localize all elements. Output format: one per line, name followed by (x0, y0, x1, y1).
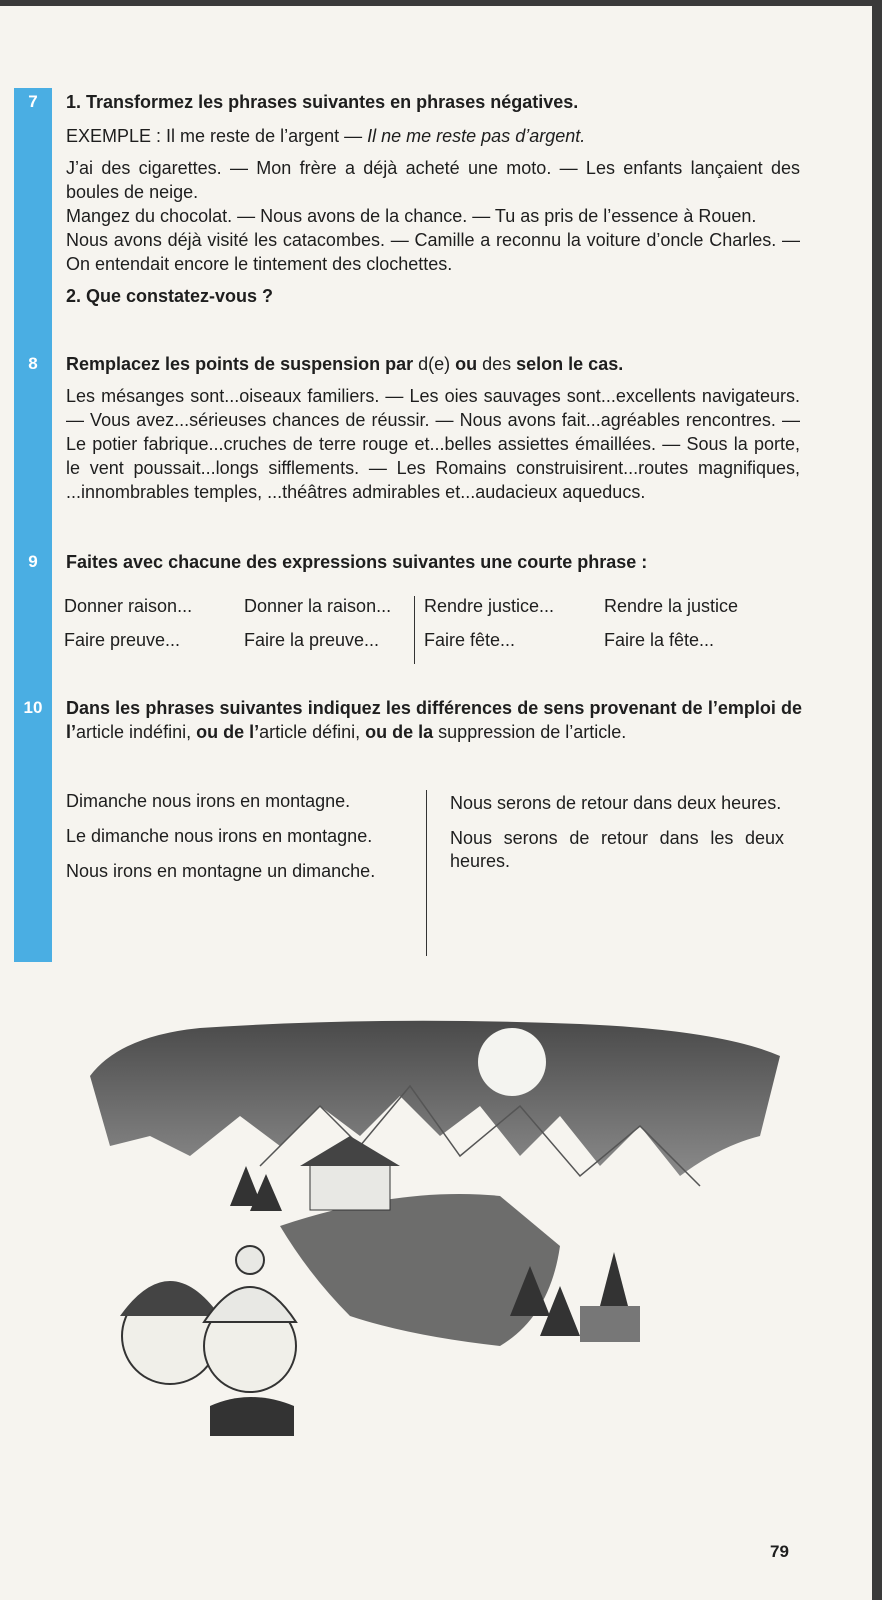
title-part: article indéfini, (76, 722, 192, 742)
sentence: Nous irons en montagne un dimanche. (66, 861, 376, 881)
title-part: suppression de l’article. (438, 722, 627, 742)
title-part: ou de l’ (191, 722, 260, 742)
exercise-10-title (66, 696, 802, 744)
winter-mountain-illustration (80, 1016, 820, 1466)
expression-cell: Faire fête... (424, 630, 516, 650)
expression-cell: Rendre la justice (604, 596, 739, 616)
exercise-7-number: 7 (28, 92, 38, 111)
chalet (310, 1164, 390, 1210)
exercise-10-left-column (66, 790, 398, 895)
sentence: Dimanche nous irons en montagne. (66, 791, 351, 811)
church-spire (600, 1252, 628, 1306)
hill-shadow (280, 1194, 560, 1346)
village-houses (580, 1306, 640, 1342)
boy-sweater (210, 1397, 294, 1436)
title-part: d(e) (418, 354, 451, 374)
column-divider (414, 596, 415, 664)
exercise-10-number: 10 (23, 698, 43, 717)
textbook-page (0, 6, 872, 1600)
page-number: 79 (770, 1542, 789, 1561)
exercise-8-title (66, 352, 800, 376)
title-part: ou (450, 354, 483, 374)
column-divider (426, 790, 427, 956)
expression-cell: Donner la raison... (244, 596, 392, 616)
sentence: Nous serons de retour dans les deux heures. (450, 828, 784, 871)
exercise-8 (66, 352, 800, 504)
chalet-roof (300, 1136, 400, 1166)
exercise-7-example (66, 124, 800, 148)
title-part: Dans les phrases suivantes indiquez les différences de sens provenant de l’emploi de l’ (66, 698, 802, 742)
exercise-7-question-2: 2. Que constatez-vous ? (66, 286, 274, 306)
exercise-10-right-column (450, 792, 784, 885)
expression-cell: Rendre justice... (424, 596, 555, 616)
exercise-9-expressions (64, 596, 804, 664)
sentence: Le dimanche nous irons en montagne. (66, 826, 373, 846)
example-answer: Il ne me reste pas d’argent. (367, 126, 586, 146)
night-sky (90, 1021, 780, 1176)
title-part: ou de la (360, 722, 439, 742)
exercise-7-sentences-2: Mangez du chocolat. — Nous avons de la chance. — Tu as pris de l’essence à Rouen. (66, 206, 757, 226)
expression-cell: Faire preuve... (64, 630, 181, 650)
sentence: Nous serons de retour dans deux heures. (450, 793, 782, 813)
title-part: des (482, 354, 512, 374)
question-title: Transformez les phrases suivantes en phrases négatives. (86, 92, 579, 112)
title-part: Remplacez les points de suspension par (66, 354, 419, 374)
exercise-margin-bar (14, 88, 52, 962)
exercise-8-text: Les mésanges sont...oiseaux familiers. — Les oies sauvages sont...excellents navigateurs. — Vous avez...sérieuses chances de réussir. — Nous avons fait...agréables rencontres. — Le potier fabrique...cruches de terre rouge et...belles assiettes émaillées. — Sous la porte, le vent poussait...longs sifflements. — Les Romains construisirent...routes magnifiques, ...innombrables temples, ...théâtres admirables et...audacieux aqueducs. (66, 386, 800, 502)
moon (478, 1028, 546, 1096)
hat-pompom (236, 1246, 264, 1274)
exercise-7-sentences-3: Nous avons déjà visité les catacombes. — Camille a reconnu la voiture d’oncle Charles. — On entendait encore le tintement des clochettes. (66, 230, 800, 274)
boy-hat (204, 1287, 296, 1322)
title-part: article défini, (259, 722, 361, 742)
exercise-7-question-1 (66, 90, 800, 114)
exercise-9-title: Faites avec chacune des expressions suivantes une courte phrase : (66, 552, 648, 572)
expression-cell: Faire la preuve... (244, 630, 380, 650)
example-prefix: EXEMPLE : Il me reste de l’argent — (66, 126, 368, 146)
expression-cell: Donner raison... (64, 596, 193, 616)
girl-hat (120, 1281, 220, 1316)
expression-cell: Faire la fête... (604, 630, 715, 650)
title-part: selon le cas. (511, 354, 624, 374)
exercise-8-number: 8 (28, 354, 38, 373)
exercise-7-sentences-1: J’ai des cigarettes. — Mon frère a déjà acheté une moto. — Les enfants lançaient des boules de neige. (66, 158, 800, 202)
question-label: 1. (66, 92, 82, 112)
fir-trees (230, 1166, 282, 1211)
exercise-9-number: 9 (28, 552, 38, 571)
exercise-7 (66, 90, 800, 308)
